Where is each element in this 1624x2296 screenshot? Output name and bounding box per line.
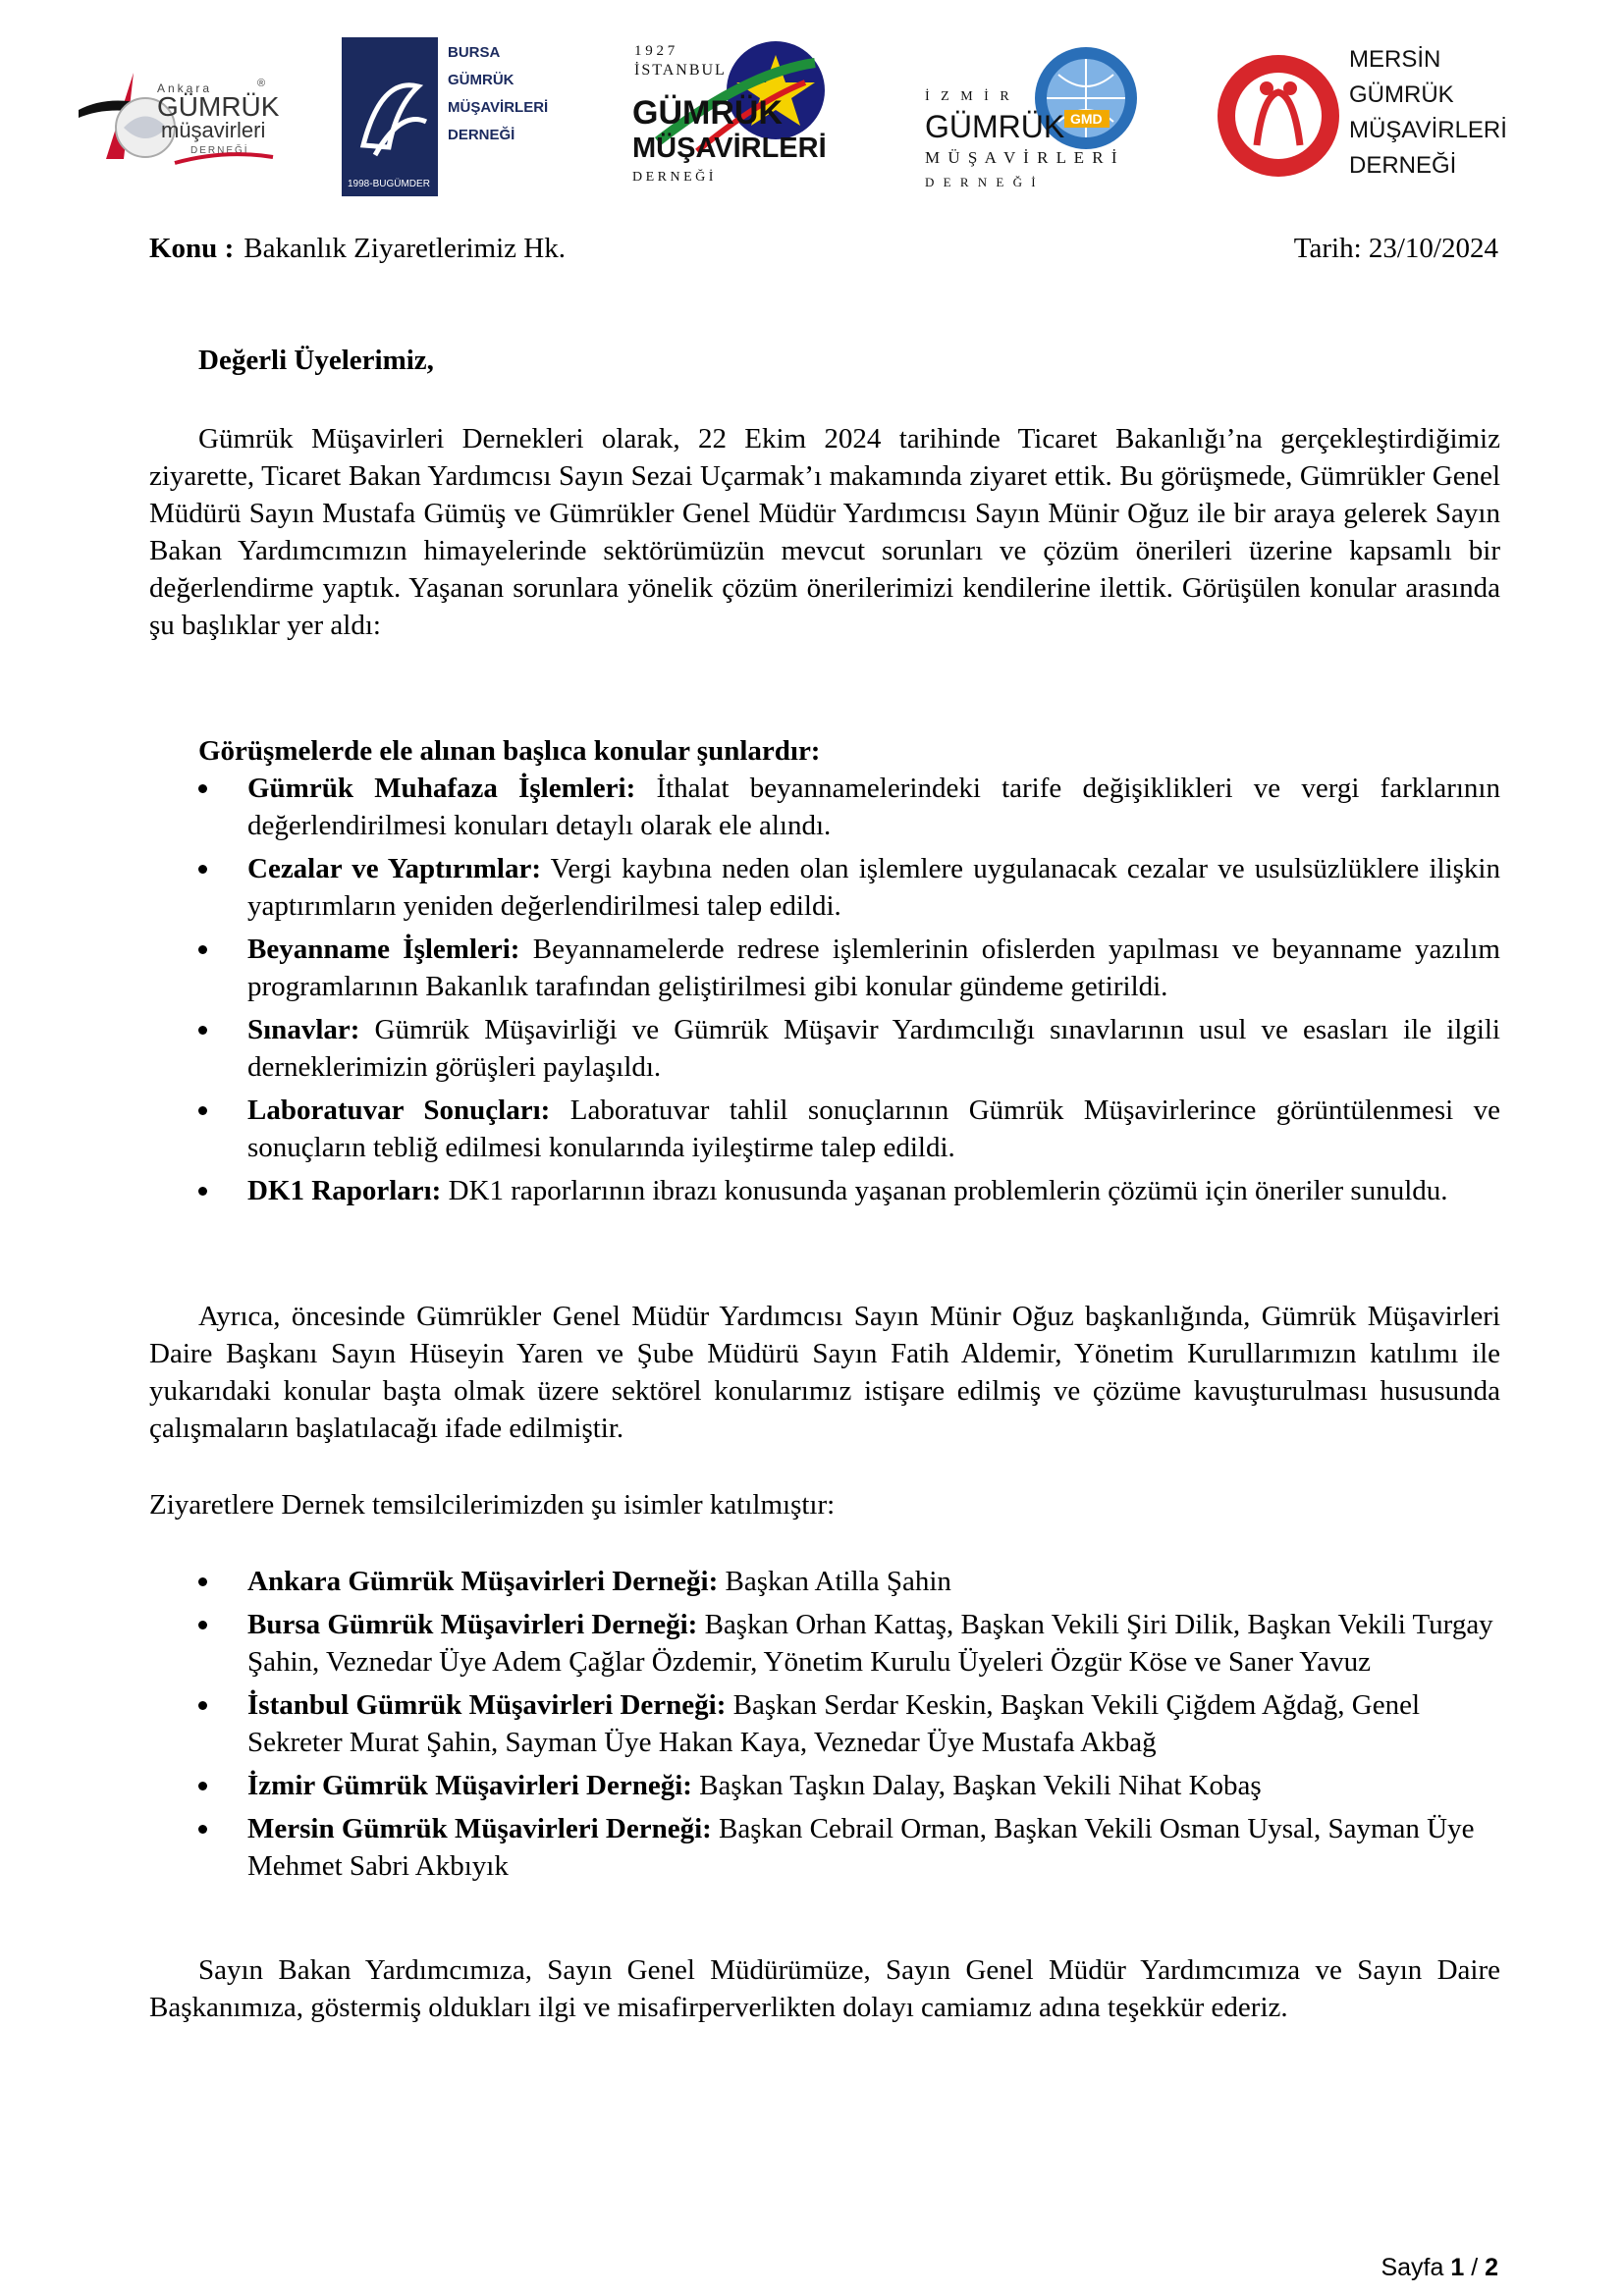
bullet-icon xyxy=(198,1701,207,1710)
ankara-logo-sub: müşavirleri xyxy=(161,118,266,142)
bullet-icon xyxy=(198,1187,207,1196)
list-item: Bursa Gümrük Müşavirleri Derneği: Başkan Orhan Kattaş, Başkan Vekili Şiri Dilik, Başkan Vekili Turgay Şahin, Veznedar Üye Adem Çağlar Özdemir, Yönetim Kurulu Üyeleri Özgür Köse ve Saner Yavuz xyxy=(149,1606,1500,1681)
subject-value: Bakanlık Ziyaretlerimiz Hk. xyxy=(244,233,566,264)
bullet-icon xyxy=(198,1621,207,1629)
salutation: Değerli Üyelerimiz, xyxy=(198,345,434,376)
mersin-association-logo xyxy=(1218,37,1507,196)
svg-text:MÜŞAVİRLERİ: MÜŞAVİRLERİ xyxy=(632,133,827,164)
bullet-icon xyxy=(198,865,207,874)
list-item: Ankara Gümrük Müşavirleri Derneği: Başkan Atilla Şahin xyxy=(149,1563,1500,1600)
izmir-association-logo xyxy=(921,35,1147,196)
svg-text:GÜMRÜK: GÜMRÜK xyxy=(448,72,514,88)
bullet-icon xyxy=(198,784,207,793)
ankara-association-logo xyxy=(77,51,283,179)
topics-list xyxy=(149,770,1500,1215)
list-item: Laboratuvar Sonuçları: Laboratuvar tahlil sonuçlarının Gümrük Müşavirlerince görüntülenmesi ve sonuçların tebliğ edilmesi konularında iyileştirme talep edildi. xyxy=(149,1092,1500,1166)
bursa-association-logo xyxy=(342,37,549,196)
bullet-icon xyxy=(198,1782,207,1790)
svg-text:BURSA: BURSA xyxy=(448,44,501,61)
svg-text:DERNEĞİ: DERNEĞİ xyxy=(448,127,515,143)
svg-text:D E R N E Ğ İ: D E R N E Ğ İ xyxy=(632,170,714,185)
bullet-icon xyxy=(198,1577,207,1586)
topics-heading: Görüşmelerde ele alınan başlıca konular şunlardır: xyxy=(198,735,821,767)
intro-paragraph: Gümrük Müşavirleri Dernekleri olarak, 22 Ekim 2024 tarihinde Ticaret Bakanlığı’na gerçekleştirdiğimiz ziyarette, Ticaret Bakan Yardımcısı Sayın Sezai Uçarmak’ı makamında ziyaret ettik. Bu görüşmede, Gümrükler Genel Müdürü Sayın Mustafa Gümüş ve Gümrükler Genel Müdür Yardımcısı Sayın Münir Oğuz ile bir araya gelerek Sayın Bakan Yardımcımızın himayelerinde sektörümüzün mevcut sorunları ve çözüm önerileri üzerine kapsamlı bir değerlendirme yaptık. Yaşanan sorunlara yönelik çözüm önerilerimizi kendilerine ilettik. Görüşülen konular arasında şu başlıklar yer aldı: xyxy=(149,423,1500,641)
svg-text:GÜMRÜK: GÜMRÜK xyxy=(1349,81,1454,108)
list-item: Beyanname İşlemleri: Beyannamelerde redrese işlemlerinin ofislerden yapılması ve beyanname yazılım programlarının Bakanlık tarafından geliştirilmesi gibi konular gündeme getirildi. xyxy=(149,931,1500,1005)
subject-line xyxy=(149,230,566,267)
svg-text:GÜMRÜK: GÜMRÜK xyxy=(925,109,1065,144)
subject-label: Konu : xyxy=(149,233,235,264)
list-item: Cezalar ve Yaptırımlar: Vergi kaybına neden olan işlemlere uygulanacak cezalar ve usulsüzlüklere ilişkin yaptırımların yeniden değerlendirilmesi talep edildi. xyxy=(149,850,1500,925)
ankara-logo-small-text: Ankara xyxy=(157,81,213,95)
svg-text:DERNEĞİ: DERNEĞİ xyxy=(190,145,249,156)
istanbul-association-logo xyxy=(628,33,844,190)
page-number: Sayfa 1 / 2 xyxy=(1380,2254,1498,2281)
attendees-intro: Ziyaretlere Dernek temsilcilerimizden şu isimler katılmıştır: xyxy=(149,1489,836,1521)
svg-text:İSTANBUL: İSTANBUL xyxy=(634,62,727,79)
list-item: Sınavlar: Gümrük Müşavirliği ve Gümrük Müşavir Yardımcılığı sınavlarının usul ve esasları ile ilgili derneklerimizin görüşleri paylaşıldı. xyxy=(149,1011,1500,1086)
svg-text:MÜŞAVİRLERİ: MÜŞAVİRLERİ xyxy=(1349,117,1507,143)
bullet-icon xyxy=(198,1106,207,1115)
svg-text:MÜŞAVİRLERİ: MÜŞAVİRLERİ xyxy=(448,99,549,116)
svg-text:®: ® xyxy=(257,78,266,89)
list-item: İzmir Gümrük Müşavirleri Derneği: Başkan Taşkın Dalay, Başkan Vekili Nihat Kobaş xyxy=(149,1767,1500,1804)
svg-text:İ Z M İ R: İ Z M İ R xyxy=(925,89,1013,104)
ankara-logo-main: GÜMRÜK xyxy=(157,91,280,122)
svg-text:GÜMRÜK: GÜMRÜK xyxy=(632,94,783,132)
svg-text:D E R N E Ğ İ: D E R N E Ğ İ xyxy=(925,175,1039,189)
second-paragraph: Ayrıca, öncesinde Gümrükler Genel Müdür Yardımcısı Sayın Münir Oğuz başkanlığında, Gümrük Müşavirleri Daire Başkanı Sayın Hüseyin Yaren ve Şube Müdürü Sayın Fatih Aldemir, Yönetim Kurullarımızın katılımı ile yukarıdaki konular başta olmak üzere sektörel konularımız istişare edilmiş ve çözüme kavuşturulması hususunda çalışmaların başlatılacağı ifade edilmiştir. xyxy=(149,1301,1500,1444)
list-item: İstanbul Gümrük Müşavirleri Derneği: Başkan Serdar Keskin, Başkan Vekili Çiğdem Ağdağ, Genel Sekreter Murat Şahin, Sayman Üye Hakan Kaya, Veznedar Üye Mustafa Akbağ xyxy=(149,1686,1500,1761)
svg-text:GMD: GMD xyxy=(1070,111,1103,127)
list-item: DK1 Raporları: DK1 raporlarının ibrazı konusunda yaşanan problemlerin çözümü için öneriler sunuldu. xyxy=(149,1172,1500,1209)
svg-text:1 9 2 7: 1 9 2 7 xyxy=(634,43,676,59)
attendees-list xyxy=(149,1563,1500,1891)
bullet-icon xyxy=(198,1825,207,1834)
svg-text:1998-BUGÜMDER: 1998-BUGÜMDER xyxy=(348,179,430,189)
bullet-icon xyxy=(198,945,207,954)
closing-paragraph: Sayın Bakan Yardımcımıza, Sayın Genel Müdürümüze, Sayın Genel Müdür Yardımcımıza ve Sayın Daire Başkanımıza, göstermiş oldukları ilgi ve misafirperverlikten dolayı camiamız adına teşekkür ederiz. xyxy=(149,1954,1500,2023)
document-date: Tarih: 23/10/2024 xyxy=(1293,233,1498,264)
svg-text:MERSİN: MERSİN xyxy=(1349,46,1441,73)
bullet-icon xyxy=(198,1026,207,1035)
svg-text:DERNEĞİ: DERNEĞİ xyxy=(1349,152,1457,179)
list-item: Gümrük Muhafaza İşlemleri: İthalat beyannamelerindeki tarife değişiklikleri ve vergi farklarının değerlendirilmesi konuları detaylı olarak ele alındı. xyxy=(149,770,1500,844)
list-item: Mersin Gümrük Müşavirleri Derneği: Başkan Cebrail Orman, Başkan Vekili Osman Uysal, Sayman Üye Mehmet Sabri Akbıyık xyxy=(149,1810,1500,1885)
svg-text:M Ü Ş A V İ R L E R İ: M Ü Ş A V İ R L E R İ xyxy=(925,148,1119,167)
